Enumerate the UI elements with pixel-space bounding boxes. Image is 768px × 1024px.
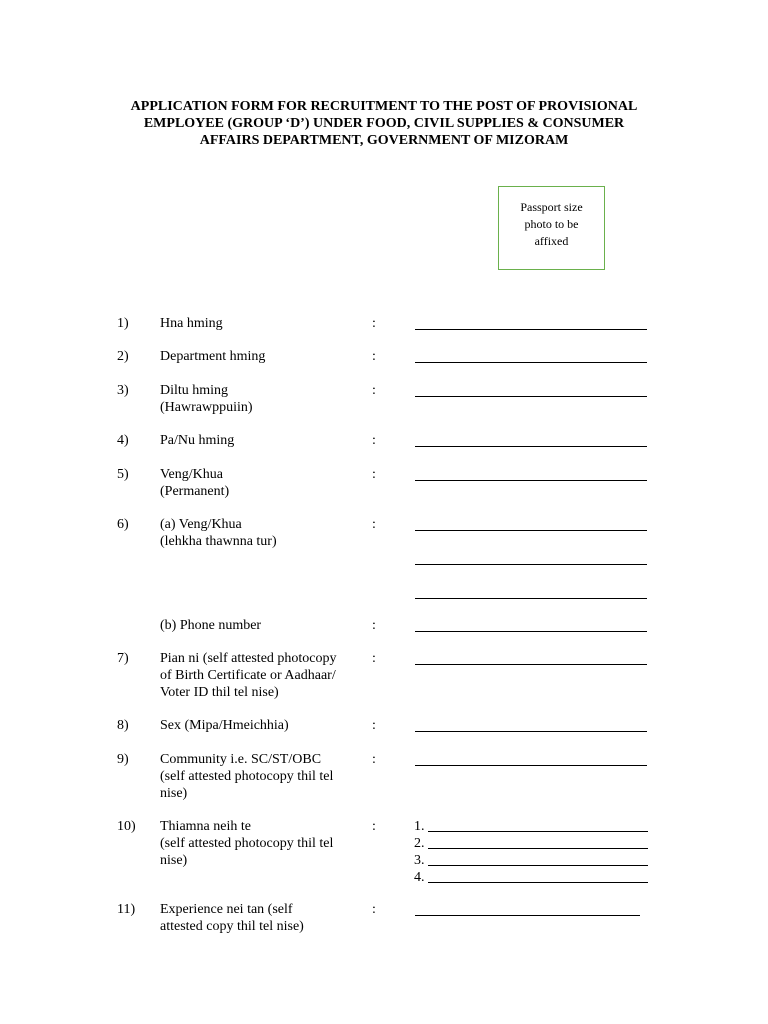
field-answer-line[interactable] — [415, 915, 640, 916]
field-number: 10) — [117, 819, 136, 834]
photo-text-line-2: photo to be — [524, 217, 579, 231]
field-label-line: (b) Phone number — [160, 618, 262, 633]
field-label-line: Pa/Nu hming — [160, 433, 235, 448]
field-number: 8) — [117, 718, 129, 733]
field-colon: : — [372, 433, 376, 448]
field-label — [160, 516, 360, 550]
qualification-answer-line[interactable] — [428, 865, 648, 866]
field-label-line: Diltu hming — [160, 383, 229, 398]
qualification-list — [414, 818, 648, 886]
qualification-answer-line[interactable] — [428, 882, 648, 883]
field-colon: : — [372, 752, 376, 767]
field-number: 6) — [117, 517, 129, 532]
field-label-line: nise) — [160, 853, 188, 868]
photo-text-line-3: affixed — [534, 234, 569, 248]
qualification-item — [414, 818, 648, 835]
field-label-line: (Hawrawppuiin) — [160, 400, 253, 415]
qualification-number: 2. — [414, 836, 425, 851]
field-number: 11) — [117, 902, 136, 917]
field-label — [160, 751, 360, 802]
field-label-line: Thiamna neih te — [160, 819, 251, 834]
field-answer-line[interactable] — [415, 765, 647, 766]
field-label — [160, 617, 360, 634]
field-label-line: Veng/Khua — [160, 467, 223, 482]
field-label-line: attested copy thil tel nise) — [160, 919, 304, 934]
field-answer-line[interactable] — [415, 664, 647, 665]
field-label — [160, 466, 360, 500]
passport-photo-box — [498, 186, 605, 270]
field-answer-line[interactable] — [415, 480, 647, 481]
field-colon: : — [372, 618, 376, 633]
field-answer-line[interactable] — [415, 598, 647, 599]
field-answer-line[interactable] — [415, 396, 647, 397]
title-line-2: EMPLOYEE (GROUP ‘D’) UNDER FOOD, CIVIL SUPPLIES & CONSUMER — [143, 116, 625, 131]
field-colon: : — [372, 467, 376, 482]
qualification-item — [414, 852, 648, 869]
field-label-line: Pian ni (self attested photocopy — [160, 651, 337, 666]
field-label-line: nise) — [160, 786, 188, 801]
field-label-line: Hna hming — [160, 316, 223, 331]
field-colon: : — [372, 651, 376, 666]
qualification-item — [414, 835, 648, 852]
field-label-line: (self attested photocopy thil tel — [160, 836, 334, 851]
field-answer-line[interactable] — [415, 530, 647, 531]
field-label-line: (a) Veng/Khua — [160, 517, 242, 532]
field-label-line: Voter ID thil tel nise) — [160, 685, 279, 700]
field-label-line: Experience nei tan (self — [160, 902, 293, 917]
field-label — [160, 901, 360, 935]
field-number: 7) — [117, 651, 129, 666]
form-title — [100, 98, 668, 149]
title-line-1: APPLICATION FORM FOR RECRUITMENT TO THE POST OF PROVISIONAL — [130, 99, 638, 114]
field-number: 3) — [117, 383, 129, 398]
field-label-line: (self attested photocopy thil tel — [160, 769, 334, 784]
field-label — [160, 650, 360, 701]
field-colon: : — [372, 718, 376, 733]
field-label-line: (Permanent) — [160, 484, 230, 499]
field-label — [160, 348, 360, 365]
field-label-line: Sex (Mipa/Hmeichhia) — [160, 718, 289, 733]
field-number: 2) — [117, 349, 129, 364]
field-colon: : — [372, 383, 376, 398]
field-number: 1) — [117, 316, 129, 331]
field-label — [160, 382, 360, 416]
field-colon: : — [372, 902, 376, 917]
field-colon: : — [372, 819, 376, 834]
qualification-number: 4. — [414, 870, 425, 885]
field-number: 9) — [117, 752, 129, 767]
qualification-number: 1. — [414, 819, 425, 834]
field-label — [160, 818, 360, 869]
qualification-answer-line[interactable] — [428, 848, 648, 849]
field-colon: : — [372, 517, 376, 532]
field-answer-line[interactable] — [415, 362, 647, 363]
field-answer-line[interactable] — [415, 731, 647, 732]
field-answer-line[interactable] — [415, 564, 647, 565]
field-answer-line[interactable] — [415, 329, 647, 330]
field-label — [160, 717, 360, 734]
field-answer-line[interactable] — [415, 446, 647, 447]
field-label — [160, 315, 360, 332]
field-label — [160, 432, 360, 449]
field-number: 4) — [117, 433, 129, 448]
title-line-3: AFFAIRS DEPARTMENT, GOVERNMENT OF MIZORAM — [199, 133, 569, 148]
field-answer-line[interactable] — [415, 631, 647, 632]
field-label-line: of Birth Certificate or Aadhaar/ — [160, 668, 336, 683]
field-colon: : — [372, 349, 376, 364]
qualification-item — [414, 869, 648, 886]
photo-text-line-1: Passport size — [520, 200, 583, 214]
field-label-line: (lehkha thawnna tur) — [160, 534, 277, 549]
qualification-answer-line[interactable] — [428, 831, 648, 832]
field-colon: : — [372, 316, 376, 331]
field-label-line: Community i.e. SC/ST/OBC — [160, 752, 322, 767]
field-label-line: Department hming — [160, 349, 266, 364]
field-number: 5) — [117, 467, 129, 482]
qualification-number: 3. — [414, 853, 425, 868]
